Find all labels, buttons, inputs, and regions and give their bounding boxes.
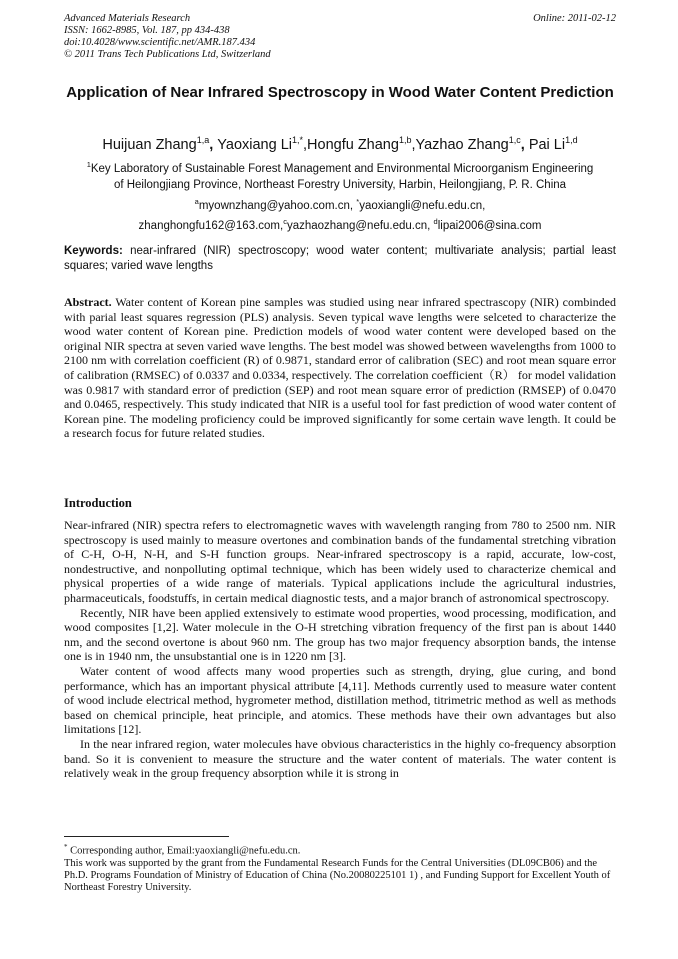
author-name: Huijuan Zhang	[102, 136, 197, 153]
online-date: Online: 2011-02-12	[533, 13, 616, 24]
author-affil-marker: 1,c	[508, 135, 521, 145]
author-affil-marker: 1,*	[291, 135, 303, 145]
author-list	[64, 131, 616, 154]
author-separator: ,	[520, 136, 529, 153]
paper-title: Application of Near Infrared Spectroscopy in Wood Water Content Prediction	[66, 84, 614, 101]
email-a: myownzhang@yahoo.com.cn,	[198, 199, 357, 212]
keywords	[64, 244, 616, 274]
email-marker: a	[194, 197, 199, 206]
affiliation-marker: 1	[86, 160, 91, 169]
email-marker: *	[356, 197, 360, 206]
author-emails	[64, 194, 616, 234]
author-affil-marker: 1,d	[565, 135, 578, 145]
affiliation	[64, 157, 616, 193]
paragraph: Water content of wood affects many wood properties such as strength, drying, glue curing, and bond performance, which has an important physical attribute [4,11]. Methods currently used to measure water content of wood include electrical method, hygrometer method, distillation method, titrimetric method as well as methods based on chemical principle, heat principle, and atomics. These methods have their own advantages but also limitations [12].	[64, 663, 616, 737]
paragraph: Near-infrared (NIR) spectra refers to electromagnetic waves with wavelength ranging from 780 to 2500 nm. NIR spectroscopy is used mainly to measure overtones and combination bands of the fundamental stretching vibration of C-H, O-H, N-H, and S-H function groups. Near-infrared spectroscopy is a rapid, accurate, low-cost, nondestructive, and nonpolluting optimal technique, which has been widely used to characterize chemical and physical properties of a wide range of materials. Typical applications include the agricultural industries, pharmaceuticals, foodstuffs, in certain medical diagnostic tests, and a major branch of astronomical spectroscopy.	[64, 518, 616, 605]
footnote-rule	[64, 836, 229, 837]
footnote-corresponding-text: Corresponding author, Email:yaoxiangli@nefu.edu.cn.	[67, 845, 301, 857]
journal-doi: doi:10.4028/www.scientific.net/AMR.187.434	[64, 37, 256, 48]
author-name: Pai Li	[528, 136, 566, 153]
email-marker: d	[433, 216, 438, 226]
author-separator: ,	[303, 136, 308, 153]
email-marker: c	[283, 216, 287, 226]
footnote-marker: *	[64, 843, 68, 851]
email-b: zhanghongfu162@163.com,	[138, 219, 284, 232]
footnote-corresponding	[64, 841, 616, 858]
journal-copyright: © 2011 Trans Tech Publications Ltd, Switzerland	[64, 49, 271, 60]
author-name: Yaoxiang Li	[217, 136, 292, 153]
introduction-body	[64, 518, 616, 781]
affiliation-line-2: of Heilongjiang Province, Northeast Forestry University, Harbin, Heilongjiang, P. R. China	[113, 178, 567, 191]
journal-issn: ISSN: 1662-8985, Vol. 187, pp 434-438	[64, 25, 230, 36]
abstract	[64, 295, 616, 441]
author-name: Hongfu Zhang	[307, 136, 399, 153]
keywords-text: near-infrared (NIR) spectroscopy; wood water content; multivariate analysis; partial least squares; varied wave lengths	[64, 245, 616, 272]
paragraph: Recently, NIR have been applied extensively to estimate wood properties, wood processing, modification, and wood composites [1,2]. Water molecule in the O-H stretching vibration frequency of the first pan is about 1440 nm, and the second overtone is about 960 nm. The group has two major frequency absorption bands, the intense one is in 1940 nm, the unsubstantial one is in 1220 nm [3].	[64, 605, 616, 664]
paragraph: In the near infrared region, water molecules have obvious characteristics in the highly co-frequency absorption band. So it is convenient to measure the structure and the water content of materials. The water content is relatively weak in the group frequency absorption while it is strong in	[64, 736, 616, 781]
author-name: Yazhao Zhang	[415, 136, 509, 153]
author-separator: ,	[411, 136, 416, 153]
author-separator: ,	[209, 136, 218, 153]
email-corresponding: yaoxiangli@nefu.edu.cn,	[359, 199, 486, 212]
footnotes	[64, 841, 616, 895]
author-affil-marker: 1,b	[398, 135, 412, 145]
keywords-label: Keywords:	[64, 245, 123, 257]
abstract-label: Abstract.	[64, 295, 112, 309]
email-c: yazhaozhang@nefu.edu.cn,	[286, 219, 434, 232]
journal-name: Advanced Materials Research	[64, 13, 191, 24]
abstract-text: Water content of Korean pine samples was studied using near infrared spectrascopy (NIR) combinded with parial least squares regression (PLS) analysis. Seven typical wave lengths were selceted to characterize the wood water content of Korean pine. Prediction models of wood water content were developed based on the original NIR spectra at seven varied wave lengths. The best model was showed between wavelengths from 1000 to 2100 nm with correlation coefficient (R) of 0.9871, standard error of calibration (SEC) and root mean square error of calibration (RMSEC) of 0.0337 and 0.0334, respectively. The correlation coefficient（R） for model validation was 0.9817 with standard error of prediction (SEP) and root mean square error of prediction (RMSEP) of 0.0470 and 0.0465, respectively. This study indicated that NIR is a useful tool for fast prediction of wood water content of Korean pine. The modeling proficiency could be improved significantly for some certain wave length. It could be a research focus for future related studies.	[64, 295, 616, 441]
section-heading: Introduction	[64, 496, 132, 510]
affiliation-line-1: Key Laboratory of Sustainable Forest Management and Environmental Microorganism Engineering	[90, 162, 594, 175]
email-d: lipai2006@sina.com	[437, 219, 542, 232]
footnote-funding: This work was supported by the grant from the Fundamental Research Funds for the Central Universities (DL09CB06) and the Ph.D. Programs Foundation of Ministry of Education of China (No.20080225101 1) , and Funding Support for Excellent Youth of Northeast Forestry University.	[64, 857, 611, 894]
journal-header	[64, 13, 616, 61]
author-affil-marker: 1,a	[196, 135, 210, 145]
